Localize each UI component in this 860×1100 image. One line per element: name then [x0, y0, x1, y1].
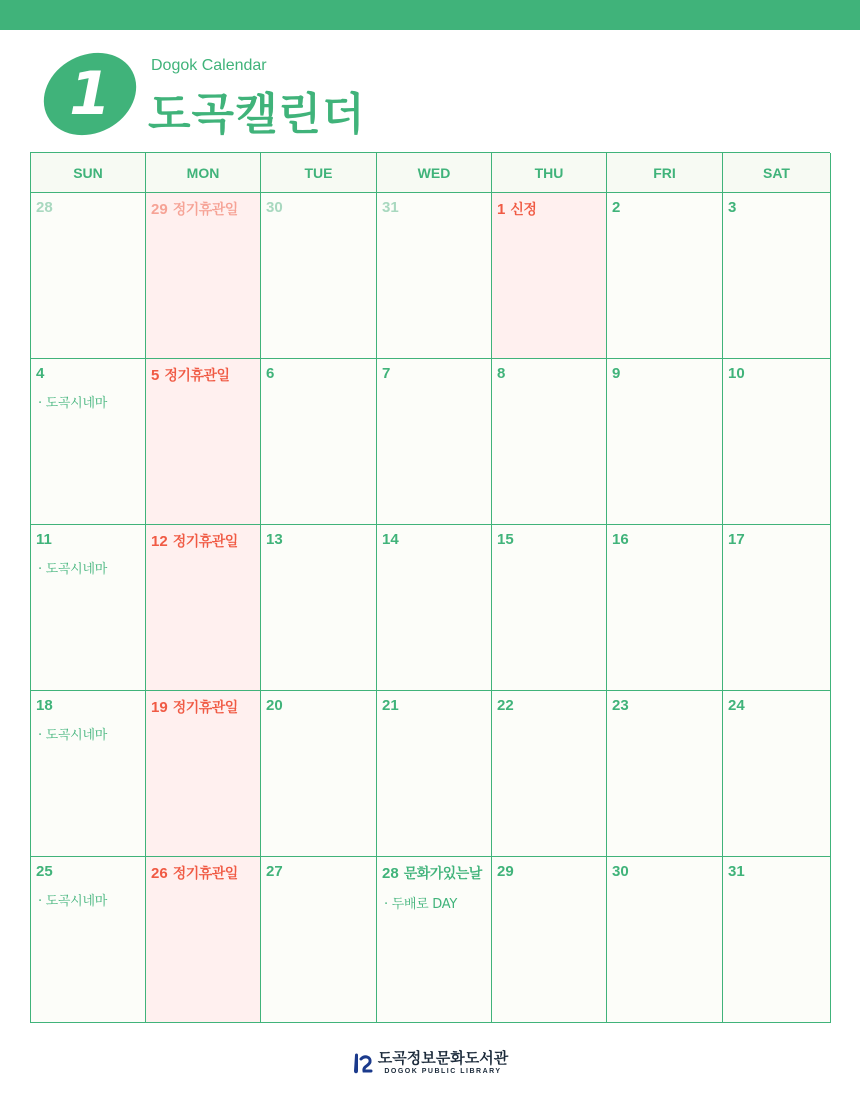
day-cell — [607, 691, 723, 857]
day-label: 정기휴관일 — [172, 202, 238, 218]
event-item: · 도곡시네마 — [38, 562, 107, 577]
top-accent-bar — [0, 0, 860, 30]
library-footer — [0, 1046, 860, 1080]
day-number: 13 — [266, 531, 283, 548]
day-cell — [377, 857, 492, 1023]
day-cell — [377, 525, 492, 691]
weekday-header-sun: SUN — [31, 153, 146, 193]
day-cell — [146, 193, 261, 359]
day-cell — [492, 193, 607, 359]
day-cell — [261, 525, 377, 691]
day-cell — [607, 525, 723, 691]
day-number: 10 — [728, 365, 745, 382]
day-cell — [377, 359, 492, 525]
calendar-subtitle: Dogok Calendar — [151, 57, 267, 74]
day-number: 15 — [497, 531, 514, 548]
day-number: 28 — [36, 199, 53, 216]
day-label: 정기휴관일 — [164, 368, 230, 384]
day-number: 29 — [497, 863, 514, 880]
day-number: 31 — [728, 863, 745, 880]
day-cell — [607, 857, 723, 1023]
day-number: 30 — [612, 863, 629, 880]
day-number: 6 — [266, 365, 275, 382]
day-cell — [492, 359, 607, 525]
day-cell — [31, 193, 146, 359]
day-cell — [377, 193, 492, 359]
month-number: 1 — [69, 59, 111, 129]
day-number: 20 — [266, 697, 283, 714]
library-logo-icon — [352, 1051, 374, 1075]
day-number: 27 — [266, 863, 283, 880]
calendar-title: 도곡캘린더 — [148, 89, 366, 140]
day-number: 1 — [497, 201, 506, 218]
day-number: 24 — [728, 697, 745, 714]
day-number: 19 — [151, 699, 168, 716]
day-number: 26 — [151, 865, 168, 882]
library-name-english: DOGOK PUBLIC LIBRARY — [384, 1068, 502, 1075]
day-number: 7 — [382, 365, 391, 382]
day-cell — [261, 691, 377, 857]
day-number: 31 — [382, 199, 399, 216]
day-number: 17 — [728, 531, 745, 548]
day-label: 정기휴관일 — [172, 866, 238, 882]
event-item: · 도곡시네마 — [38, 728, 107, 743]
day-cell — [31, 857, 146, 1023]
day-number: 5 — [151, 367, 160, 384]
day-number: 29 — [151, 201, 168, 218]
day-cell — [261, 857, 377, 1023]
weekday-header-thu: THU — [492, 153, 607, 193]
day-cell — [492, 691, 607, 857]
day-label: 문화가있는날 — [403, 866, 482, 882]
day-cell — [723, 691, 831, 857]
calendar-grid — [30, 152, 830, 1023]
weekday-header-tue: TUE — [261, 153, 377, 193]
day-number: 21 — [382, 697, 399, 714]
day-number: 16 — [612, 531, 629, 548]
day-cell — [723, 525, 831, 691]
day-label: 정기휴관일 — [172, 534, 238, 550]
day-number: 11 — [36, 531, 52, 548]
day-cell — [607, 359, 723, 525]
day-number: 12 — [151, 533, 168, 550]
day-cell — [31, 359, 146, 525]
day-cell — [146, 525, 261, 691]
event-item: · 두배로 DAY — [384, 897, 457, 912]
day-number: 3 — [728, 199, 737, 216]
weekday-header-mon: MON — [146, 153, 261, 193]
day-number: 8 — [497, 365, 506, 382]
day-cell — [31, 691, 146, 857]
day-cell — [146, 691, 261, 857]
day-label: 정기휴관일 — [172, 700, 238, 716]
day-cell — [31, 525, 146, 691]
event-item: · 도곡시네마 — [38, 396, 107, 411]
weekday-header-wed: WED — [377, 153, 492, 193]
day-cell — [146, 359, 261, 525]
day-cell — [723, 857, 831, 1023]
day-number: 23 — [612, 697, 629, 714]
weekday-header-sat: SAT — [723, 153, 831, 193]
library-name-korean: 도곡정보문화도서관 — [377, 1049, 509, 1067]
weekday-header-fri: FRI — [607, 153, 723, 193]
day-number: 18 — [36, 697, 53, 714]
day-number: 30 — [266, 199, 283, 216]
day-cell — [723, 359, 831, 525]
day-cell — [723, 193, 831, 359]
day-cell — [492, 857, 607, 1023]
day-number: 22 — [497, 697, 514, 714]
day-number: 2 — [612, 199, 621, 216]
day-number: 4 — [36, 365, 45, 382]
day-number: 9 — [612, 365, 621, 382]
day-cell — [261, 193, 377, 359]
day-number: 25 — [36, 863, 53, 880]
day-cell — [377, 691, 492, 857]
day-cell — [261, 359, 377, 525]
day-label: 신정 — [510, 202, 537, 218]
day-number: 28 — [382, 865, 399, 882]
day-cell — [492, 525, 607, 691]
day-cell — [146, 857, 261, 1023]
day-number: 14 — [382, 531, 399, 548]
event-item: · 도곡시네마 — [38, 894, 107, 909]
day-cell — [607, 193, 723, 359]
